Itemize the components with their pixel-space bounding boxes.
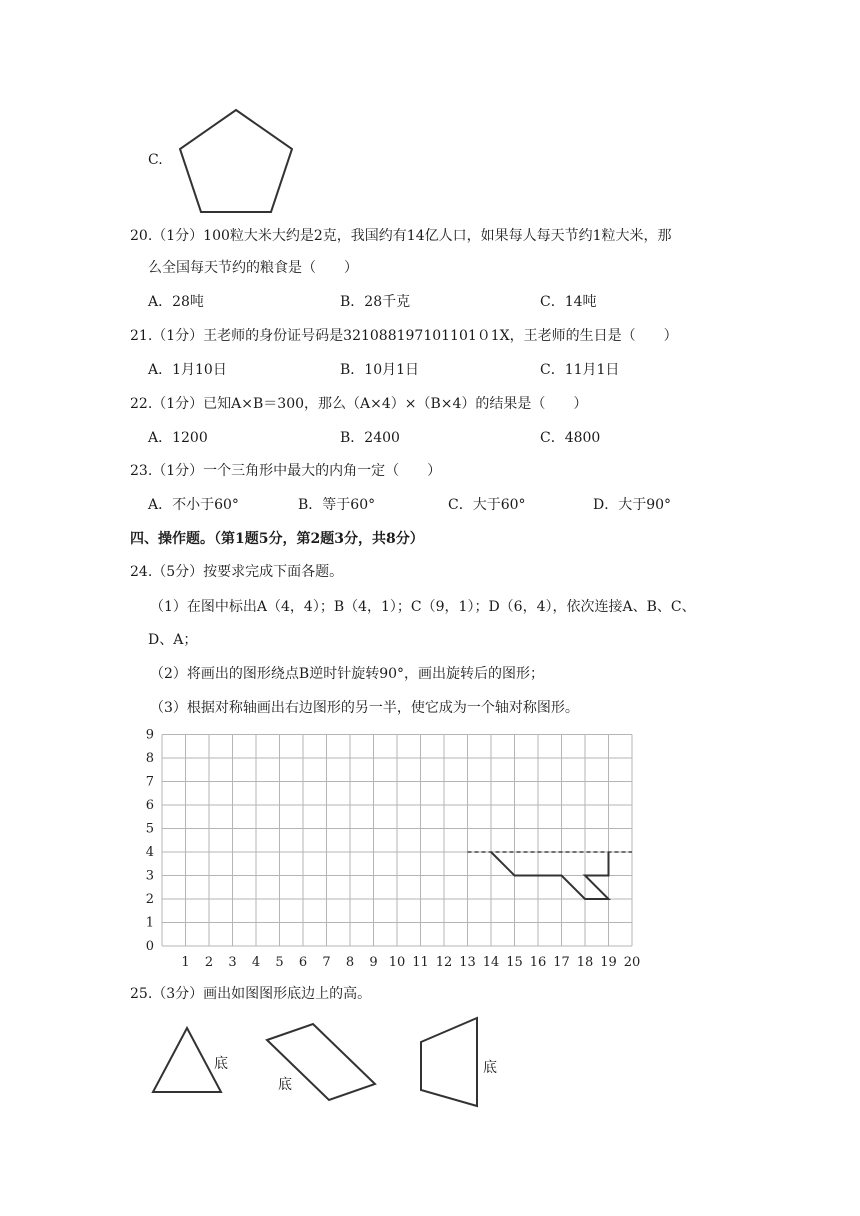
q24-part3: （3）根据对称轴画出右边图形的另一半，使它成为一个轴对称图形。 [150,700,579,716]
y-tick-label: 4 [145,845,154,860]
x-tick-label: 8 [345,955,355,970]
q22-text: 22.（1分）已知A×B＝300，那么（A×4）×（B×4）的结果是（ ） [130,396,588,412]
q24-part2: （2）将画出的图形绕点B逆时针旋转90°，画出旋转后的图形； [150,666,545,682]
x-tick-label: 6 [298,955,308,970]
parallelogram-base-label: 底 [278,1077,292,1093]
y-tick-label: 7 [145,774,154,790]
q22-option-c[interactable]: C．4800 [540,430,601,446]
y-tick-label: 8 [145,751,154,766]
q20-text-line2: 么全国每天节约的粮食是（ ） [148,260,358,276]
x-tick-label: 5 [275,955,284,970]
x-tick-label: 7 [322,955,331,970]
y-tick-label: 1 [145,915,154,931]
y-tick-label: 5 [145,821,154,837]
pentagon-figure [174,106,298,218]
q20-text-line1: 20.（1分）100粒大米大约是2克，我国约有14亿人口，如果每人每天节约1粒大米，那 [130,228,672,244]
q22-option-b[interactable]: B．2400 [340,430,400,446]
q20-option-c[interactable]: C．14吨 [540,294,597,310]
triangle-figure [153,1028,221,1092]
y-tick-label: 3 [145,868,154,884]
x-tick-label: 9 [369,955,378,970]
x-tick-label: 12 [435,955,453,970]
x-tick-label: 13 [459,955,476,970]
q23-text: 23.（1分）一个三角形中最大的内角一定（ ） [130,463,442,479]
section4-heading: 四、操作题。（第1题5分，第2题3分，共8分） [130,531,424,547]
q21-option-b[interactable]: B．10月1日 [340,362,420,378]
q19-option-c-label: C. [148,152,163,168]
x-tick-label: 2 [204,955,214,970]
x-tick-label: 17 [553,955,570,970]
trapezoid-base-label: 底 [483,1060,497,1076]
x-tick-label: 19 [600,955,617,970]
trapezoid-figure [421,1018,477,1106]
q23-option-b[interactable]: B．等于60° [298,497,376,513]
q25-figures [145,1012,505,1112]
x-tick-label: 14 [482,955,500,970]
y-tick-label: 0 [145,939,154,954]
x-tick-label: 16 [529,955,547,970]
x-tick-label: 18 [576,955,594,970]
q23-option-a[interactable]: A．不小于60° [148,497,239,513]
q20-option-a[interactable]: A．28吨 [148,294,204,310]
coordinate-grid[interactable] [140,724,660,974]
q21-option-a[interactable]: A．1月10日 [148,362,227,378]
q23-option-d[interactable]: D．大于90° [593,497,672,513]
y-tick-label: 2 [145,892,154,907]
q20-option-b[interactable]: B．28千克 [340,294,411,310]
q24-part1-line1: （1）在图中标出A（4，4）；B（4，1）；C（9，1）；D（6，4），依次连接A、B、C、 [150,599,696,615]
q21-option-c[interactable]: C．11月1日 [540,362,620,378]
q24-text: 24.（5分）按要求完成下面各题。 [130,564,344,580]
x-tick-label: 11 [412,955,429,970]
x-tick-label: 4 [251,955,261,970]
x-tick-label: 20 [623,955,641,970]
q24-part1-line2: D、A； [148,632,198,648]
x-tick-label: 3 [228,955,237,970]
y-tick-label: 9 [145,727,154,743]
y-tick-label: 6 [145,798,154,813]
q25-text: 25.（3分）画出如图图形底边上的高。 [130,986,372,1002]
triangle-base-label: 底 [214,1056,228,1072]
x-tick-label: 15 [506,955,523,970]
q21-text: 21.（1分）王老师的身份证号码是321088197101101０1X，王老师的生日是（ ） [130,328,678,344]
q23-option-c[interactable]: C．大于60° [448,497,526,513]
x-tick-label: 1 [181,955,190,970]
q22-option-a[interactable]: A．1200 [148,430,208,446]
x-tick-label: 10 [388,955,406,970]
